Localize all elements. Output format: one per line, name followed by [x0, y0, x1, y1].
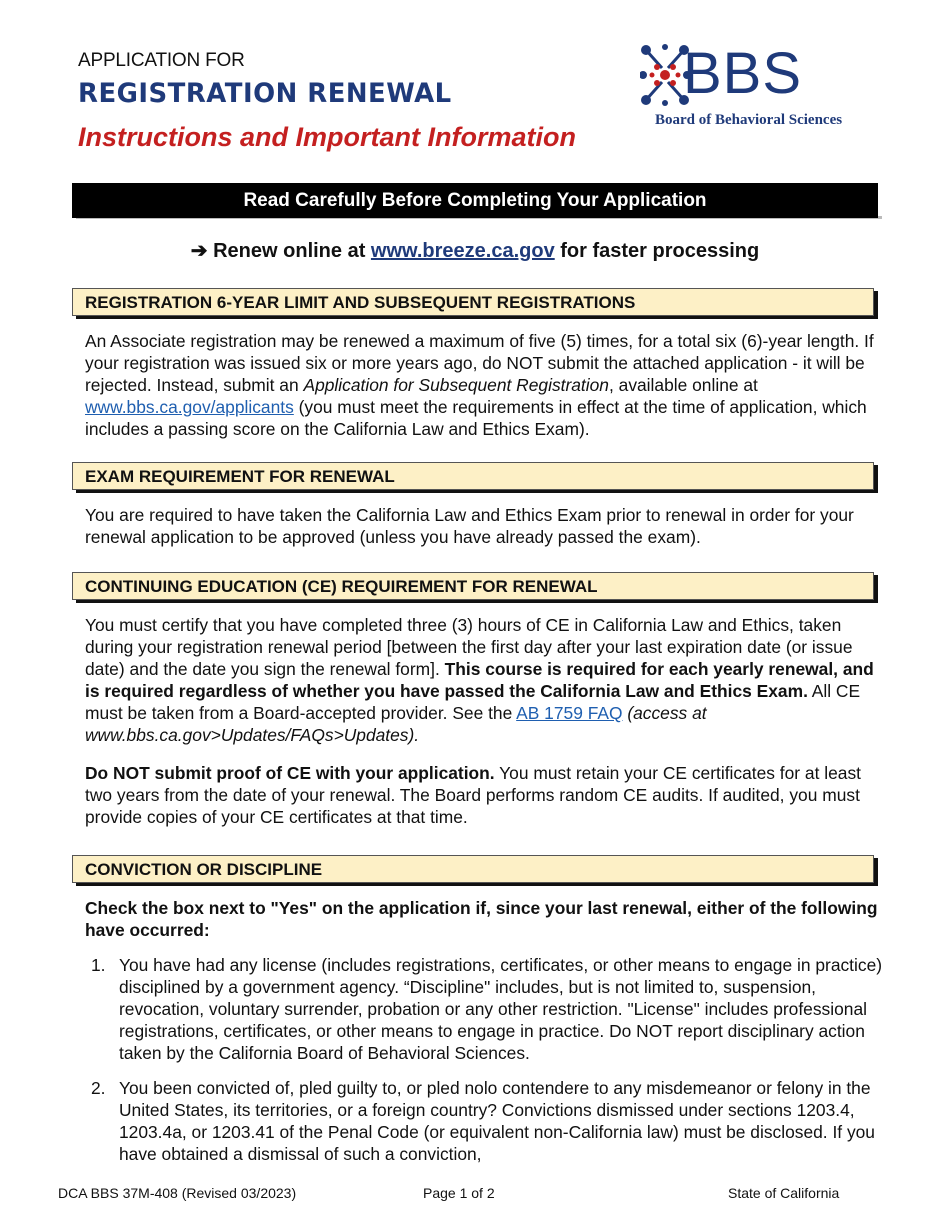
conviction-intro: Check the box next to "Yes" on the application if, since your last renewal, either of the following have occurred:	[85, 898, 878, 940]
exam-paragraph: You are required to have taken the California Law and Ethics Exam prior to renewal in order for your renewal application to be approved (unless you have already passed the exam).	[85, 505, 854, 547]
renew-online-line	[0, 238, 950, 263]
ce-paragraph-2: Do NOT submit proof of CE with your application. You must retain your CE certificates for at least two years from the date of your renewal. The Board performs random CE audits. If audited, you must provide copies of your CE certificates at that time.	[85, 763, 861, 827]
renew-prefix: Renew online at	[213, 240, 366, 262]
section-heading-exam: EXAM REQUIREMENT FOR RENEWAL	[72, 462, 874, 490]
limit-paragraph: An Associate registration may be renewed a maximum of five (5) times, for a total six (6)-year length. If your registration was issued six or more years ago, do NOT submit the attached application - it will be rejected. Instead, submit an Application for Subsequent Registration, available online at www.bbs.ca.gov/applicants (you must meet the requirements in effect at the time of application, which includes a passing score on the California Law and Ethics Exam).	[85, 331, 874, 439]
renew-suffix: for faster processing	[560, 240, 760, 262]
footer-page-number: Page 1 of 2	[423, 1185, 495, 1201]
logo-subtext: Board of Behavioral Sciences	[655, 112, 843, 128]
breeze-link[interactable]: www.breeze.ca.gov	[370, 240, 555, 262]
ce-paragraph-1: You must certify that you have completed three (3) hours of CE in California Law and Ethics, taken during your registration renewal period [between the first day after your last expiration date (or issue date) and the date you sign the renewal form]. This course is required for each yearly renewal, and is required regardless of whether you have passed the California Law and Ethics Exam. All CE must be taken from a Board-accepted provider. See the AB 1759 FAQ (access at www.bbs.ca.gov>Updates/FAQs>Updates).	[85, 615, 874, 745]
footer-form-id: DCA BBS 37M-408 (Revised 03/2023)	[58, 1185, 297, 1201]
conviction-list	[85, 954, 885, 1178]
section-heading-limit: REGISTRATION 6-YEAR LIMIT AND SUBSEQUENT REGISTRATIONS	[72, 288, 874, 316]
applicants-link[interactable]: www.bbs.ca.gov/applicants	[85, 397, 294, 417]
document-subtitle: Instructions and Important Information	[78, 122, 576, 152]
application-for-label: APPLICATION FOR	[78, 50, 245, 71]
ab1759-faq-link[interactable]: AB 1759 FAQ	[516, 703, 623, 723]
footer-state: State of California	[728, 1185, 840, 1201]
instructions-banner: Read Carefully Before Completing Your Application	[72, 183, 878, 218]
section-heading-ce: CONTINUING EDUCATION (CE) REQUIREMENT FOR RENEWAL	[72, 572, 874, 600]
right-arrow-icon: ➔	[190, 240, 208, 262]
list-item: 1. You have had any license (includes registrations, certificates, or other means to engage in practice) disciplined by a government agency. “Discipline" includes, but is not limited to, suspension, revocation, voluntary surrender, probation or any other restriction. "License" includes professional registrations, certificates, or other means to engage in practice. Do NOT report disciplinary action taken by the California Board of Behavioral Sciences.	[91, 955, 883, 1063]
document-title: REGISTRATION RENEWAL	[78, 78, 452, 109]
list-item: 2. You been convicted of, pled guilty to, or pled nolo contendere to any misdemeanor or felony in the United States, its territories, or a foreign country? Convictions dismissed under sections 1203.4, 1203.4a, or 1203.41 of the Penal Code (or equivalent non-California law) must be disclosed. If you have obtained a dismissal of such a conviction,	[91, 1078, 875, 1164]
section-heading-conviction: CONVICTION OR DISCIPLINE	[72, 855, 874, 883]
logo-text: BBS	[683, 41, 803, 106]
